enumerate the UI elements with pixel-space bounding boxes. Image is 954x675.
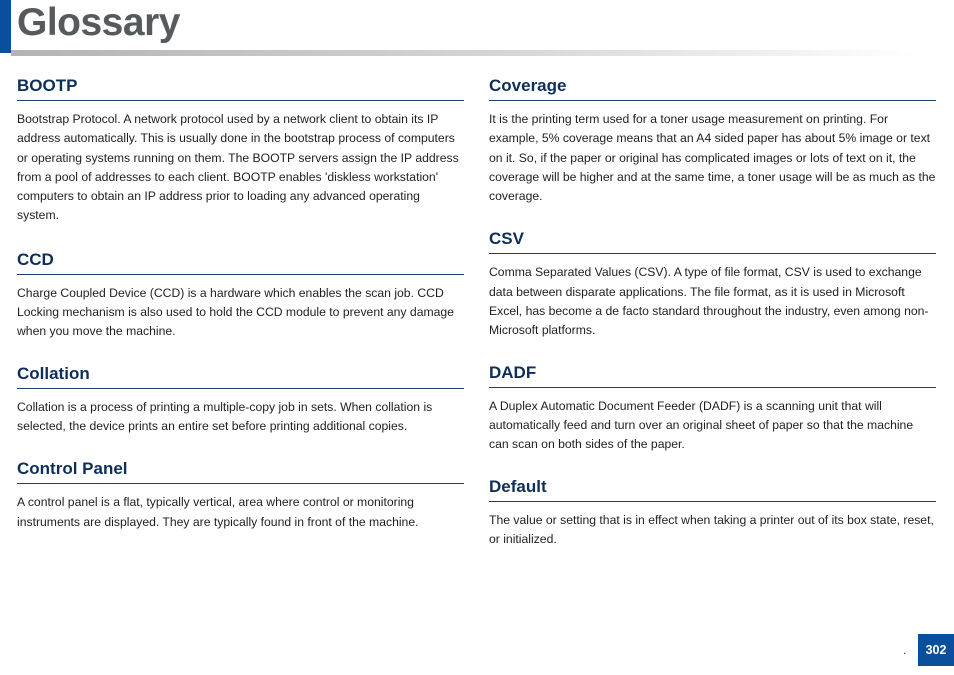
entry-definition: It is the printing term used for a toner usage measurement on printing. For example, 5% coverage means that an A4 sided paper has about 5% image or text on it. So, if the paper or original has complicated images or lots of text on it, the coverage will be higher and at the same time, a toner usage will be as much as the coverage.: [489, 112, 936, 204]
entry-term: CSV: [489, 227, 936, 254]
entry-definition: Collation is a process of printing a multiple-copy job in sets. When collation is selected, the device prints an entire set before printing additional copies.: [17, 399, 433, 433]
entry-definition: Charge Coupled Device (CCD) is a hardware which enables the scan job. CCD Locking mechanism is also used to hold the CCD module to prevent any damage when you move the machine.: [17, 285, 454, 339]
right-column: [489, 74, 936, 549]
glossary-entry-ccd: [17, 248, 464, 342]
entry-definition: The value or setting that is in effect when taking a printer out of its box state, reset, or initialized.: [489, 512, 934, 546]
glossary-entry-coverage: [489, 74, 936, 206]
entry-term: BOOTP: [17, 74, 464, 101]
page-number-badge: 302: [918, 634, 954, 666]
page-title: Glossary: [17, 1, 180, 44]
entry-definition: Comma Separated Values (CSV). A type of file format, CSV is used to exchange data between disparate applications. The file format, as it is used in Microsoft Excel, has become a de facto standard throughout the industry, even among non-Microsoft platforms.: [489, 265, 929, 338]
glossary-entry-bootp: [17, 74, 464, 226]
glossary-entry-collation: [17, 362, 464, 437]
entry-term: Collation: [17, 362, 464, 389]
entry-definition: Bootstrap Protocol. A network protocol used by a network client to obtain its IP address automatically. This is usually done in the bootstrap process of computers or operating systems running on them. The BOOTP servers assign the IP address from a pool of addresses to each client. BOOTP enables 'diskless workstation' computers to obtain an IP address prior to loading any advanced operating system.: [17, 112, 459, 223]
title-underline: [11, 50, 916, 56]
glossary-entry-default: [489, 475, 936, 550]
glossary-entry-dadf: [489, 361, 936, 455]
entry-term: Control Panel: [17, 457, 464, 484]
left-column: [17, 74, 464, 532]
glossary-entry-csv: [489, 227, 936, 340]
header-accent-bar: [0, 0, 11, 53]
entry-term: CCD: [17, 248, 464, 275]
entry-term: Default: [489, 475, 936, 502]
entry-term: Coverage: [489, 74, 936, 101]
entry-term: DADF: [489, 361, 936, 388]
footer-dot: .: [903, 643, 907, 657]
entry-definition: A control panel is a flat, typically vertical, area where control or monitoring instruments are displayed. They are typically found in front of the machine.: [17, 495, 419, 529]
glossary-entry-control-panel: [17, 457, 464, 532]
entry-definition: A Duplex Automatic Document Feeder (DADF) is a scanning unit that will automatically feed and turn over an original sheet of paper so that the machine can scan on both sides of the paper.: [489, 398, 914, 452]
